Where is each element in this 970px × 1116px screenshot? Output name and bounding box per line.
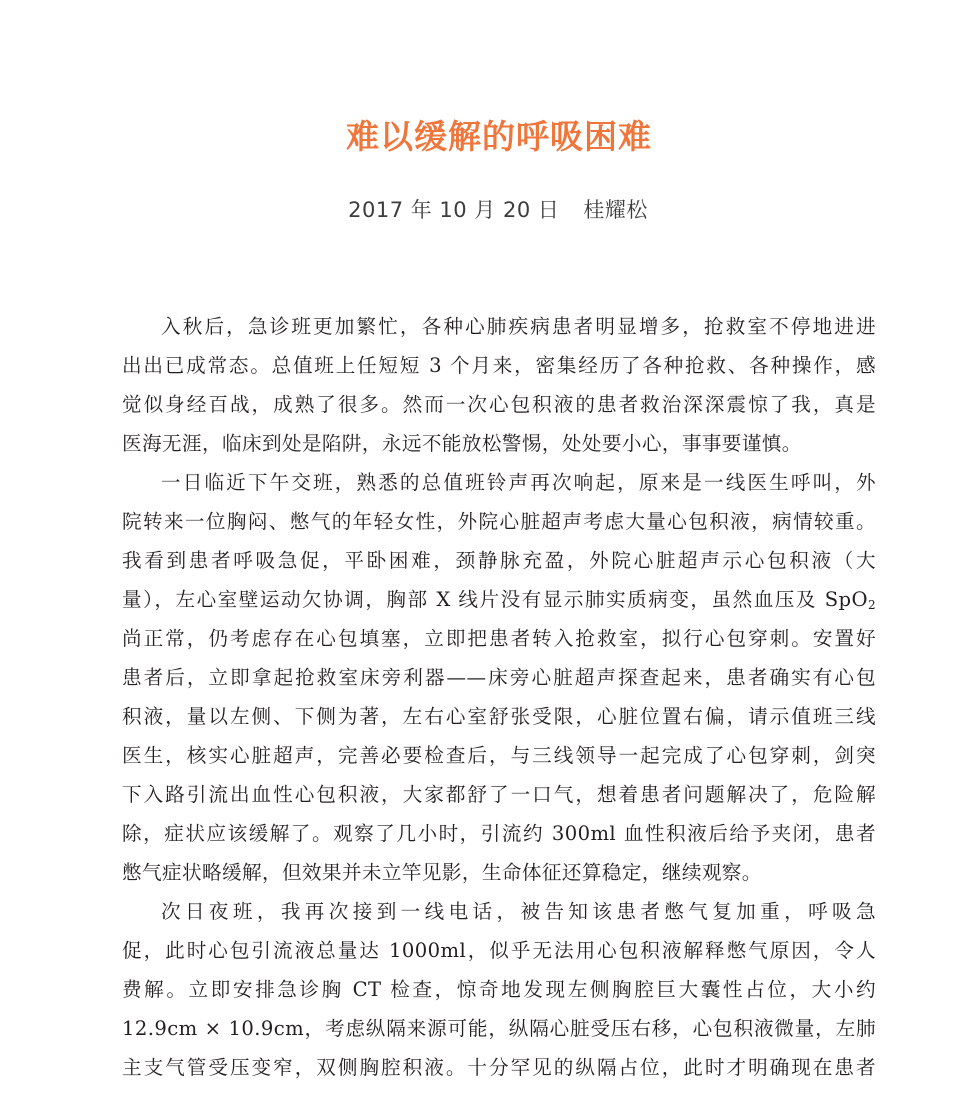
text-line: 主支气管受压变窄，双侧胸腔积液。十分罕见的纵隔占位，此时才明确现在患者 [122,1056,876,1079]
text-line: 除，症状应该缓解了。观察了几小时，引流约 300ml 血性积液后给予夹闭，患者 [122,822,876,845]
text-line: 一日临近下午交班，熟悉的总值班铃声再次响起，原来是一线医生呼叫，外 [161,471,876,494]
text-line: 12.9cm × 10.9cm，考虑纵隔来源可能，纵隔心脏受压右移，心包积液微量，左肺 [122,1017,876,1040]
paragraph-3 [122,892,876,1087]
text-line: 费解。立即安排急诊胸 CT 检查，惊奇地发现左侧胸腔巨大囊性占位，大小约 [122,978,876,1001]
text-line: 下入路引流出血性心包积液，大家都舒了一口气，想着患者问题解决了，危险解 [122,783,876,806]
text-line: 出出已成常态。总值班上任短短 3 个月来，密集经历了各种抢救、各种操作，感 [122,354,876,377]
text-line: 觉似身经百战，成熟了很多。然而一次心包积液的患者救治深深震惊了我，真是 [122,393,876,416]
text-line: 医生，核实心脏超声，完善必要检查后，与三线领导一起完成了心包穿刺，剑突 [122,744,876,767]
text-line: 医海无涯，临床到处是陷阱，永远不能放松警惕，处处要小心，事事要谨慎。 [122,432,802,455]
text-line: 积液，量以左侧、下侧为著，左右心室舒张受限，心脏位置右偏，请示值班三线 [122,705,876,728]
text-line: 患者后，立即拿起抢救室床旁利器——床旁心脏超声探查起来，患者确实有心包 [122,666,876,689]
paragraph-1 [122,307,876,463]
text-line-with-subscript [122,580,876,619]
text-segment: 量），左心室壁运动欠协调，胸部 X 线片没有显示肺实质病变，虽然血压及 SpO [122,588,868,611]
text-line: 促，此时心包引流液总量达 1000ml，似乎无法用心包积液解释憋气原因，令人 [122,939,876,962]
text-line: 次日夜班，我再次接到一线电话，被告知该患者憋气复加重，呼吸急 [161,900,876,923]
article-date: 2017 年 10 月 20 日 [348,198,560,222]
article-author: 桂耀松 [583,198,648,222]
subscript: 2 [867,598,876,612]
article-title: 难以缓解的呼吸困难 [346,117,652,156]
paragraph-2 [122,463,876,892]
article-byline [0,194,970,226]
text-line: 入秋后，急诊班更加繁忙，各种心肺疾病患者明显增多，抢救室不停地进进 [161,315,876,338]
text-line: 尚正常，仍考虑存在心包填塞，立即把患者转入抢救室，拟行心包穿刺。安置好 [122,627,876,650]
text-line: 我看到患者呼吸急促，平卧困难，颈静脉充盈，外院心脏超声示心包积液（大 [122,549,876,572]
text-line: 院转来一位胸闷、憋气的年轻女性，外院心脏超声考虑大量心包积液，病情较重。 [122,510,876,533]
article-body [122,307,876,1087]
text-line: 憋气症状略缓解，但效果并未立竿见影，生命体征还算稳定，继续观察。 [122,861,762,884]
